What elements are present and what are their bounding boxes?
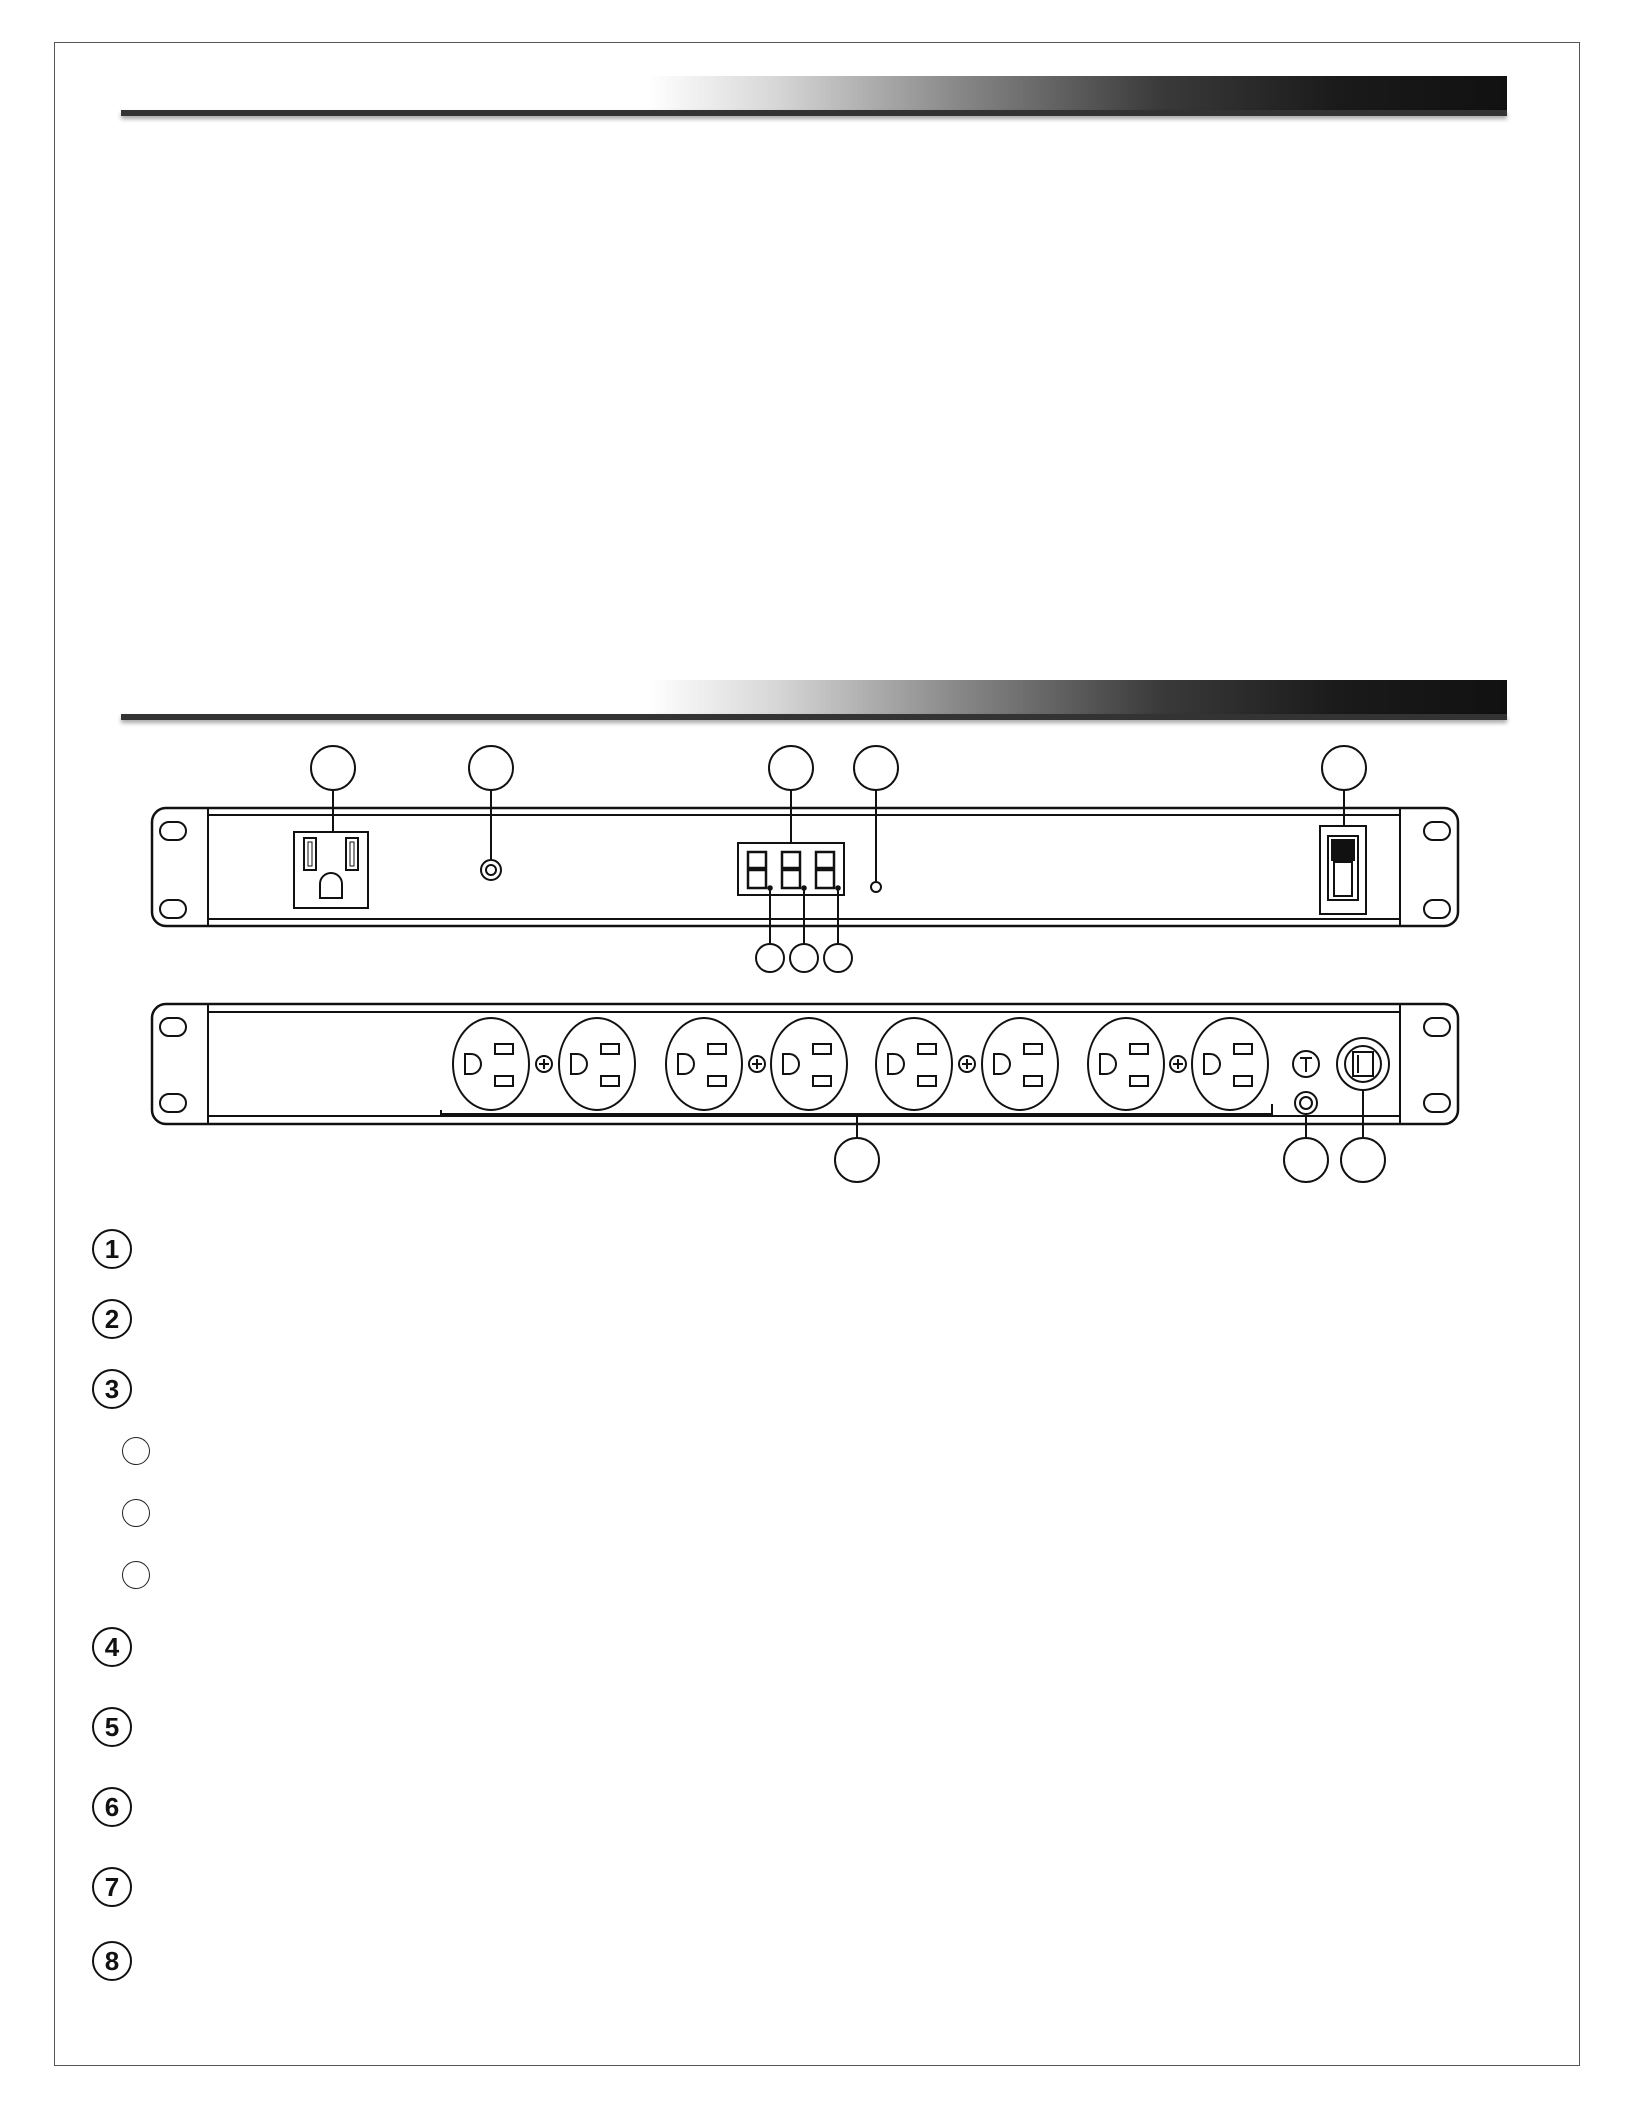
- sub-callout-badge: [122, 1437, 150, 1465]
- legend-item-3: [92, 1366, 152, 1412]
- sub-callout-badge: [122, 1499, 150, 1527]
- legend-item-6: [92, 1784, 152, 1830]
- ground-terminal-icon: [1293, 1051, 1319, 1077]
- callout-badge: 8: [92, 1941, 132, 1981]
- callout-badge: 5: [92, 1707, 132, 1747]
- callout-badge: 4: [92, 1627, 132, 1667]
- callout-badge: 3: [92, 1369, 132, 1409]
- legend-subitem-a: [92, 1428, 170, 1474]
- front-reset-button-icon: [481, 860, 501, 880]
- callout-badge: 1: [92, 1229, 132, 1269]
- rear-panel: [152, 1004, 1458, 1124]
- callout-badge: 2: [92, 1299, 132, 1339]
- legend-item-8: [92, 1938, 152, 1984]
- led-display-icon: [738, 843, 844, 895]
- legend-subitem-c: [92, 1552, 170, 1598]
- front-outlet-icon: [294, 832, 368, 908]
- rear-circuit-breaker-icon: [1295, 1092, 1317, 1114]
- callout-badge: 6: [92, 1787, 132, 1827]
- led-indicator-icon: [871, 882, 881, 892]
- legend-item-2: [92, 1296, 152, 1342]
- legend-item-1: [92, 1226, 152, 1272]
- sub-callout-badge: [122, 1561, 150, 1589]
- callout-badge: 7: [92, 1867, 132, 1907]
- legend-subitem-b: [92, 1490, 170, 1536]
- legend-item-5: [92, 1704, 152, 1750]
- legend-item-4: [92, 1624, 152, 1670]
- power-cord-inlet-icon: [1337, 1038, 1389, 1090]
- rear-outlets-icon: [453, 1018, 1268, 1110]
- legend-item-7: [92, 1864, 152, 1910]
- power-switch-icon: [1320, 826, 1366, 914]
